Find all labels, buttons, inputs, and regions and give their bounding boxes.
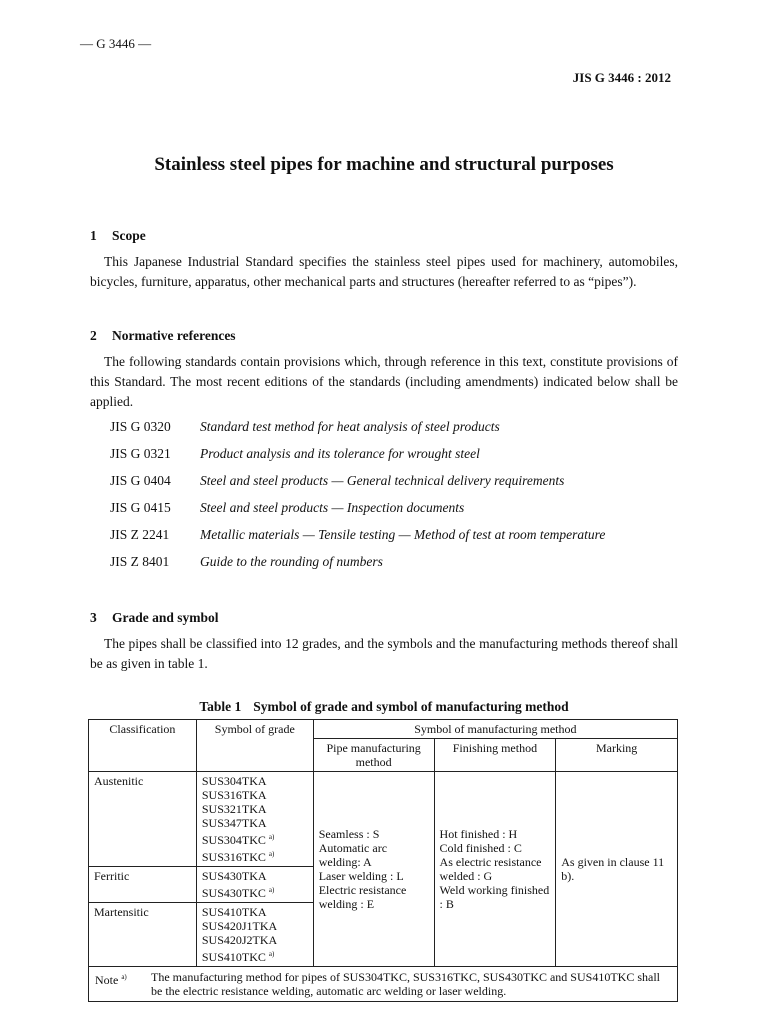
header-marking: Marking [556,739,678,772]
finishing-item: Weld working finished : B [439,883,550,911]
method-item: Automatic arc welding: A [318,841,388,869]
document-title: Stainless steel pipes for machine and structural purposes [154,154,614,175]
section-normative-references [90,328,678,578]
method-item: Electric resistance welding : E [318,883,407,911]
reference-title: Steel and steel products — Inspection documents [200,500,465,515]
header-symbol-of-grade: Symbol of grade [196,720,313,772]
section-heading [90,610,678,626]
grade-symbol: SUS430TKC $^{a)}$ [201,886,275,900]
classification-cell: Ferritic [89,867,197,903]
reference-title: Metallic materials — Tensile testing — Method of test at room temperature [200,527,606,542]
finishing-item: As electric resistance welded : G [439,855,542,883]
standard-code: JIS G 3446 : 2012 [572,70,671,85]
section-scope [90,228,678,292]
table-header-row [89,720,678,739]
grade-cell [196,867,313,903]
note-reference: a) [268,833,275,841]
reference-title: Steel and steel products — General technical delivery requirements [200,473,565,488]
note-reference: a) [268,950,275,958]
note-label: Note $^{a)}$ [95,973,127,987]
grade-symbol: SUS304TKA [201,774,267,788]
reference-title: Standard test method for heat analysis of steel products [200,419,500,434]
grade-symbol: SUS420J1TKA [201,919,278,933]
grade-symbol: SUS316TKC $^{a)}$ [201,850,275,864]
section-number: 1 [90,228,97,243]
finishing-method-cell [434,772,556,967]
table-note-row [89,967,678,1002]
section-number: 3 [90,610,97,625]
header-classification: Classification [89,720,197,772]
reference-title: Guide to the rounding of numbers [200,554,383,569]
table-caption [0,699,768,715]
note-reference: a) [268,850,275,858]
grade-symbol: SUS420J2TKA [201,933,278,947]
reference-item [110,443,678,465]
grade-cell [196,903,313,967]
marking-cell: As given in clause 11 b). [556,772,678,967]
table-row [89,772,678,867]
classification-cell: Martensitic [89,903,197,967]
reference-code: JIS Z 2241 [110,527,170,542]
grade-symbol: SUS410TKC $^{a)}$ [201,950,275,964]
reference-code: JIS Z 8401 [110,554,170,569]
grade-symbol: SUS430TKA [201,869,267,883]
section-heading [90,328,678,344]
scope-paragraph: This Japanese Industrial Standard specifies the stainless steel pipes used for machinery, automobiles, bicycles, furniture, apparatus, other mechanical parts and structures (hereafter referred to as “pipes”). [90,254,678,289]
page-number: — G 3446 — [80,36,152,51]
header-pipe-manufacturing: Pipe manufacturing method [313,739,434,772]
header-finishing-method: Finishing method [434,739,556,772]
method-item: Laser welding : L [318,869,404,883]
grade-paragraph: The pipes shall be classified into 12 grades, and the symbols and the manufacturing methods thereof shall be as given in table 1. [90,636,678,671]
method-item: Seamless : S [318,827,380,841]
note-reference: a) [268,886,275,894]
section-title: Grade and symbol [112,610,219,625]
reference-item [110,551,678,573]
grade-symbol: SUS304TKC $^{a)}$ [201,833,275,847]
reference-item [110,524,678,546]
table-number: Table 1 [199,699,242,714]
pipe-manufacturing-cell [313,772,434,967]
reference-item [110,497,678,519]
section-title: Scope [112,228,146,243]
note-text: The manufacturing method for pipes of SUS304TKC, SUS316TKC, SUS430TKC and SUS410TKC shall be the electric resistance welding, automatic arc welding or laser welding. [151,970,660,998]
grade-symbol: SUS347TKA [201,816,267,830]
grade-symbol: SUS410TKA [201,905,267,919]
section-heading [90,228,678,244]
reference-list [90,416,678,573]
finishing-item: Hot finished : H [439,827,518,841]
section-number: 2 [90,328,97,343]
reference-code: JIS G 0320 [110,419,171,434]
reference-item [110,470,678,492]
reference-code: JIS G 0321 [110,446,171,461]
table-note [89,967,678,1002]
finishing-item: Cold finished : C [439,841,522,855]
grade-symbol-table [88,719,678,1002]
reference-code: JIS G 0415 [110,500,171,515]
grade-symbol: SUS316TKA [201,788,267,802]
reference-code: JIS G 0404 [110,473,171,488]
grade-cell [196,772,313,867]
section-title: Normative references [112,328,236,343]
reference-item [110,416,678,438]
grade-symbol: SUS321TKA [201,802,267,816]
classification-cell: Austenitic [89,772,197,867]
table-caption-text: Symbol of grade and symbol of manufacturing method [253,699,569,714]
note-mark: a) [121,973,127,981]
header-manufacturing-method: Symbol of manufacturing method [313,720,677,739]
section-grade-and-symbol [90,610,678,674]
reference-title: Product analysis and its tolerance for wrought steel [200,446,480,461]
normative-paragraph: The following standards contain provisions which, through reference in this text, constitute provisions of this Standard. The most recent editions of the standards (including amendments) indicated below shall be applied. [90,354,678,409]
